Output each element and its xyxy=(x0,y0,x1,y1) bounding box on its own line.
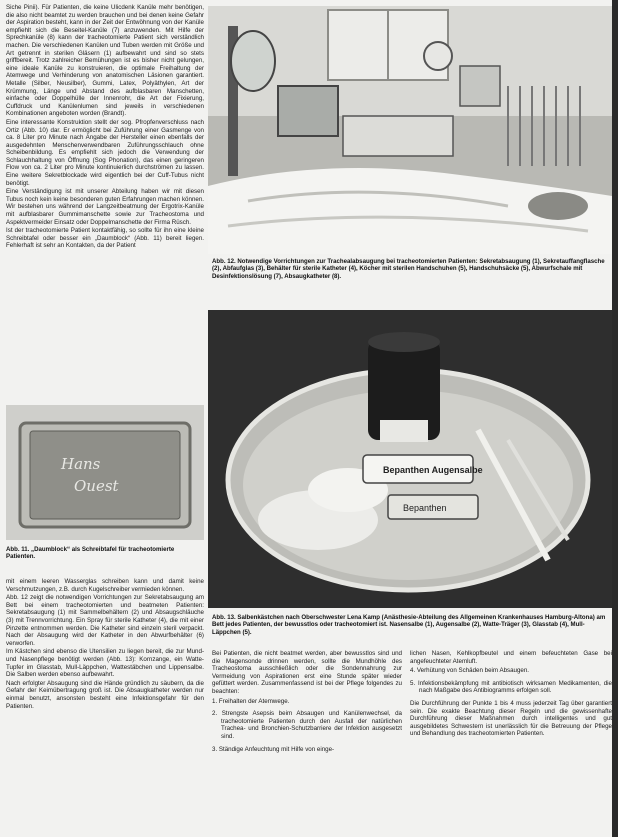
paragraph: Im Kästchen sind ebenso die Utensilien zu liegen bereit, die zur Mund- und Nasenpflege benötigt werden (Abb. 13): Kornzange, ein Watte-Tupfer im Glasstab, Mull-Läppchen, Wattestäbchen und Lippensalbe. Die Salben werden ebenso aufbewahrt. xyxy=(6,648,204,679)
daumblock-image xyxy=(6,405,204,540)
list-item: 4. Verhütung von Schäden beim Absaugen. xyxy=(410,667,530,675)
paragraph: Eine Verständigung ist mit unserer Abteilung haben wir mit diesen Tubus noch kein keine besonderen guten Erfahrungen machen können. Wir bestehen uns während der Langzeitbeatmung der Ergotrix-Kanüle mit aufblasbarer Gummimanschette sowie zur Tracheostoma und Aspektvermeider Einsatz oder Doppelmanschette der Firma Rüsch. xyxy=(6,188,204,226)
figure-11-caption: Abb. 11. „Daumblock“ als Schreibtafel für tracheotomierte Patienten. xyxy=(6,546,175,561)
slate-text-line-1: Hans xyxy=(61,455,101,473)
paragraph: Die Durchführung der Punkte 1 bis 4 muss jederzeit Tag über garantiert sein. Die exakte Beachtung dieser Regeln und die gewissenhafte Durchführung dieser Maßnahmen durch intelligentes und gut ausgebildetes Schwestern ist unerlässlich für die Betreuung der Pflege und Behandlung des tracheotomierten Patienten. xyxy=(410,699,612,738)
care-checklist-part-1 xyxy=(212,698,402,754)
page-edge-shadow xyxy=(612,0,618,837)
tube-label: Bepanthen Augensalbe xyxy=(383,465,483,475)
ointment-box-image xyxy=(208,310,612,608)
text-column-left-bottom xyxy=(6,578,204,834)
list-item: 2. Strengste Asepsis beim Absaugen und Kanülenwechsel, da tracheotomierte Patienten durch den Ausfall der natürlichen Trachea- und Bronchien-Schutzbarriere der Infektion ausgesetzt sind. xyxy=(212,710,402,740)
paragraph: Abb. 12 zeigt die notwendigen Vorrichtungen zur Sekretabsaugung am Bett bei einem tracheotomierten und beatmeten Patienten: Sekretabsaugung (1) mit Sammelbehältern (2) und Absaugschläuche (3) mit Trennvorrichtung. Ein Spray für sterile Katheter (4), die mit einer Pinzette entnommen werden. Die Katheter sind einzeln steril verpackt. Nach der Absaugung wird der Katheter in den Abwurfbehälter (6) verworfen. xyxy=(6,594,204,647)
figure-13-ointment-box-photo xyxy=(208,310,612,608)
figure-12-caption: Abb. 12. Notwendige Vorrichtungen zur Trachealabsaugung bei tracheotomierten Patienten: Sekretabsaugung (1), Sekretauffangflasche (2), Abfaufglas (3), Behälter für sterile Katheter (4), Köcher mit sterilen Handschuhen (5), Handschuhsäcke (5), Abwurfschale mit Desinfektionslösung (7), Absaugkatheter (8). xyxy=(212,258,605,280)
slate-text-line-2: Ouest xyxy=(74,477,119,495)
figure-13-caption: Abb. 13. Salbenkästchen nach Oberschwester Lena Kamp (Anästhesie-Abteilung des Allgemeinen Krankenhauses Hamburg-Altona) am Bett jedes Patienten, der bewusstlos oder tracheotomiert ist. Nasensalbe (1), Augensalbe (2), Watte-Träger (3), Glasstab (4), Mull-Läppchen (5). xyxy=(212,614,606,636)
paragraph: mit einem leeren Wasserglas schreiben kann und damit keine Verschmutzungen, z.B. durch Kugelschreiber vermieden können. xyxy=(6,578,204,593)
paragraph: Eine interessante Konstruktion stellt der sog. Pfropfenverschluss nach Ortiz (Abb. 10) dar. Er ermöglicht bei Zuführung einer Gasmenge von ca. 8 Liter pro Minute nach Angabe der Hersteller einen ebenfalls der ausgedehnten Menschenverwendbaren Zuführungsschlauch ohne Scheibenbildung. Es empfiehlt sich jedoch die Verwendung der Schlauchhaltung von Öffnung (Sog Phonation), das einen geringeren Flow von ca. 2 Liter pro Minute kontinuierlich durchströmen zu lassen. Eine weitere Sekretblockade wird eigentlich bei der Cuff-Tubus nicht benötigt. xyxy=(6,118,204,187)
paragraph: lichen Nasen, Kehlkopfbeutel und einem befeuchteten Gase bei angefeuchteter Atemluft. xyxy=(410,650,612,665)
text-column-left-top xyxy=(6,4,204,398)
list-item: 1. Freihalten der Atemwege. xyxy=(212,697,290,705)
list-item: 3. Ständige Anfeuchtung mit Hilfe von einge- xyxy=(212,745,335,753)
paragraph: Bei Patienten, die nicht beatmet werden, aber bewusstlos sind und die Magensonde drinnen werden, sollte die Mundhöhle des Tracheostoma ausschließlich oder die Sondennahrung zur Vermeidung von Aspirationen erst eine Stunde später wieder gefüttert werden. Zusammenfassend ist bei der Pflege folgendes zu beachten: xyxy=(212,650,402,695)
care-checklist-part-2 xyxy=(410,667,612,695)
figure-11-daumblock-photo xyxy=(6,405,204,540)
box-label: Bepanthen xyxy=(403,503,447,513)
bedside-image xyxy=(208,6,612,254)
figure-12-bedside-photo xyxy=(208,6,612,254)
paragraph: Ist der tracheotomierte Patient kontaktfähig, so sollte für ihn eine kleine Schreibtafel oder besser ein „Daumblock“ (Abb. 11) bereit liegen. Fehlerhaft ist sehr an Kontakten, da der Patient xyxy=(6,227,204,250)
paragraph: Siche Pinii). Für Patienten, die keine Ulicdenk Kanüle mehr benötigen, die also nicht beamtet zu werden brauchen und bei denen keine Gefahr der Aspiration besteht, kann in der Zeit der Entwöhnung von der Kanüle empfiehlt sich die Beseitel-Kanüle (7) anzuwenden. Mit Hilfe der Sprechkanüle (8) kann der tracheotomierte Patient sich verständlich machen. Die verschiedenen Kanülen und Tuben werden mit Größe und Art getrennt in sterilen Gläsern (1) aufbewahrt und sind so stets griffbereit. Trotz zahlreicher Bemühungen ist es bisher nicht gelungen, eine ideale Kanüle zu konstruieren, die optimale Freihaltung der Atemwege und Verhinderung von anatomischen Läsionen garantiert. Metalle (Silber, Neusilber), Gummi, Latex, Polyäthylen, Art der Krümmung, Länge und Abstand des aufblasbaren Manschetten, einfache oder Doppelhülle der Innenrohr, die Art der Fixierung, Cuffdruck und Kanülenlumen sind jeweils in verschiedenen Kombinationen angeboten worden (Brandt). xyxy=(6,4,204,118)
text-column-middle-bottom xyxy=(212,650,402,834)
paragraph: Nach erfolgter Absaugung sind die Hände gründlich zu säubern, da die Gefahr der Keimübertragung groß ist. Die Absaugkatheter werden nur einmal benutzt, ansonsten besteht eine Infektionsgefahr für den Patienten. xyxy=(6,679,204,710)
text-column-right-bottom xyxy=(410,650,612,834)
list-item: 5. Infektionsbekämpfung mit antibiotisch wirksamen Medikamenten, die nach Maßgabe des Antibiogramms erfolgen soll. xyxy=(410,679,612,695)
